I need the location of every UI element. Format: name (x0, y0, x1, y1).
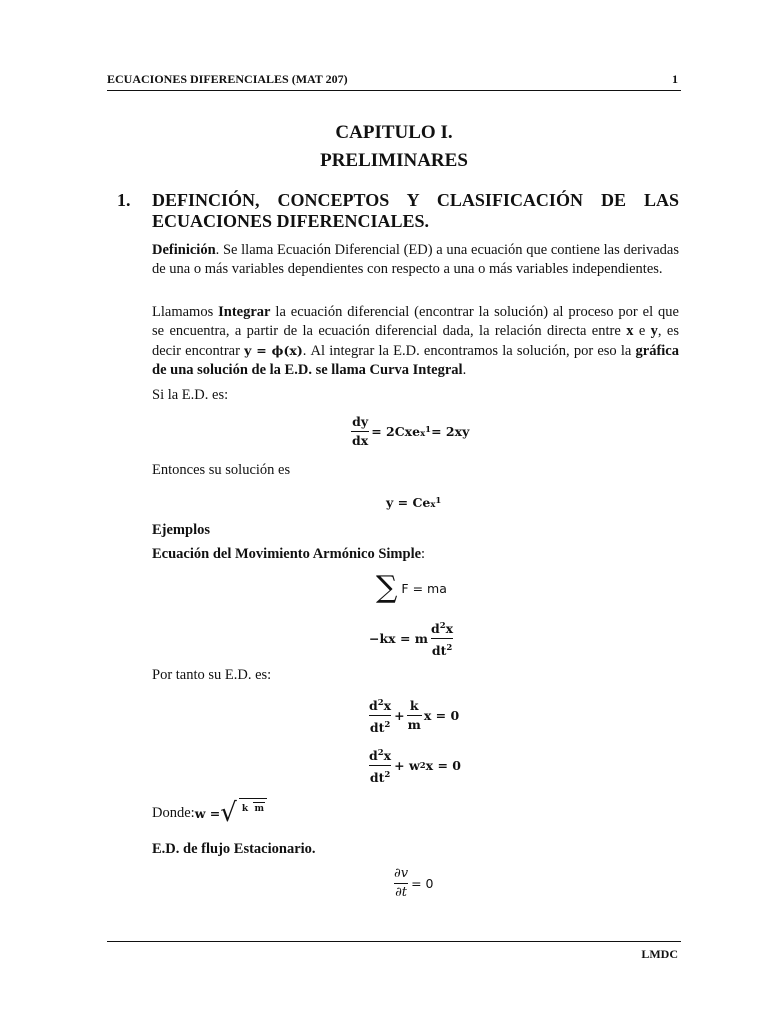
integrar-math: y = ϕ(x) (244, 343, 303, 358)
eq1-rhs-2: = 2xy (431, 424, 470, 439)
eq6-den1-sup: 2 (384, 770, 391, 781)
section-title: DEFINCIÓN, CONCEPTOS Y CLASIFICACIÓN DE LAS ECUACIONES DIFERENCIALES. (152, 190, 679, 231)
eq4-lhs: −kx = m (369, 631, 428, 647)
definition-text: . Se llama Ecuación Diferencial (ED) a una ecuación que contiene las derivadas de una o más variables dependientes con respecto a una o más variables independientes. (152, 242, 679, 277)
eq7-den: ∂t (395, 885, 408, 900)
eq4-fraction (430, 618, 454, 659)
integrar-paragraph (152, 303, 679, 380)
eq6-plus: + w (394, 758, 420, 774)
eq1-numerator: dy (352, 414, 369, 429)
header-rule (107, 90, 681, 91)
eq1-denominator: dx (352, 433, 369, 448)
donde-num: k (241, 804, 249, 814)
integrar-y: y (650, 323, 658, 339)
eq5-den1-sup: 2 (384, 720, 391, 731)
eq5-num1: d (369, 698, 378, 714)
donde-line (152, 798, 269, 828)
eq5-rest: x = 0 (423, 708, 460, 724)
eq7-rest: = 0 (411, 876, 434, 891)
eq1-exponent: x (420, 428, 426, 439)
section-number: 1. (117, 190, 131, 210)
mas-title: Ecuación del Movimiento Armónico Simple (152, 546, 422, 562)
eq4-num: d (431, 621, 440, 637)
eq7-num: ∂v (394, 866, 409, 881)
donde-den: m (254, 804, 264, 814)
integrar-text-1: Llamamos (152, 304, 219, 320)
eq5-den1: dt (369, 720, 385, 736)
por-tanto-label: Por tanto su E.D. es: (152, 667, 272, 683)
integrar-text-5: . Al integrar la E.D. encontramos la solución, por eso la (302, 343, 636, 359)
donde-label: Donde: (152, 804, 195, 821)
eq5-plus: + (394, 708, 405, 724)
integrar-text-4: , es decir encontrar (152, 323, 679, 359)
eq6-num1-sup: 2 (377, 748, 384, 758)
definition-paragraph (152, 241, 679, 279)
integrar-term: Integrar (218, 304, 271, 320)
equation-3 (376, 570, 447, 605)
eq1-rhs: = 2Cxe (371, 424, 421, 439)
eq5-num1-x: x (383, 698, 392, 714)
eq5-num1-sup: 2 (377, 698, 384, 708)
eq4-den: dt (431, 643, 447, 659)
equation-2 (386, 495, 441, 510)
eq2-exponent-sup: 1 (435, 495, 442, 506)
eq4-num-x: x (445, 621, 454, 637)
mas-colon: : (421, 546, 426, 562)
eq4-num-sup: 2 (439, 621, 446, 631)
eq5-fraction-1 (368, 695, 392, 736)
eq5-den2: m (407, 717, 421, 733)
chapter-title: CAPITULO I. (335, 122, 453, 143)
eq1-exponent-sup: 1 (425, 424, 432, 435)
eq4-den-sup: 2 (446, 643, 453, 654)
integrar-x: x (626, 323, 634, 339)
equation-7 (391, 866, 433, 901)
donde-fraction (239, 798, 267, 828)
eq6-rest: x = 0 (425, 758, 461, 774)
entonces-label: Entonces su solución es (152, 462, 291, 478)
mas-heading (152, 546, 425, 563)
eq6-fraction (368, 745, 392, 786)
sqrt-expression: √ k m (220, 798, 269, 828)
sigma-symbol: ∑ (376, 570, 398, 605)
eq6-num1: d (369, 748, 378, 764)
eq6-den1: dt (369, 770, 385, 786)
equation-4 (369, 618, 456, 659)
chapter-subtitle: PRELIMINARES (320, 150, 468, 171)
flujo-heading: E.D. de flujo Estacionario. (152, 841, 316, 857)
equation-1 (349, 414, 469, 449)
si-la-ed-label: Si la E.D. es: (152, 387, 229, 403)
footer-rule (107, 941, 681, 942)
eq2-lhs: y = Ce (386, 495, 431, 510)
eq1-fraction (351, 414, 369, 449)
eq2-exponent: x (430, 499, 436, 510)
footer-author: LMDC (641, 947, 678, 961)
running-header (107, 72, 680, 90)
eq6-num1-x: x (383, 748, 392, 764)
eq5-num2: k (409, 698, 419, 714)
equation-5 (366, 695, 459, 736)
eq7-fraction (393, 866, 409, 901)
ejemplos-heading: Ejemplos (152, 522, 210, 538)
equation-6 (366, 745, 461, 786)
eq3-text: F = ma (401, 580, 447, 596)
header-course-title: ECUACIONES DIFERENCIALES (MAT 207) (107, 72, 348, 86)
integrar-text-6: . (462, 362, 467, 378)
curva-integral-statement: gráfica de una solución de la E.D. se llama Curva Integral (152, 343, 679, 378)
eq6-plus-sup: 2 (419, 760, 426, 771)
integrar-text-3: e (633, 323, 651, 339)
header-page-number: 1 (672, 72, 678, 86)
eq5-fraction-2 (407, 698, 422, 733)
definition-term: Definición (152, 242, 216, 258)
donde-lhs: w = (194, 805, 221, 821)
integrar-text-2: la ecuación diferencial (encontrar la solución) al proceso por el que se encuentra, a partir de la ecuación diferencial dada, la relación directa entre (152, 304, 679, 339)
